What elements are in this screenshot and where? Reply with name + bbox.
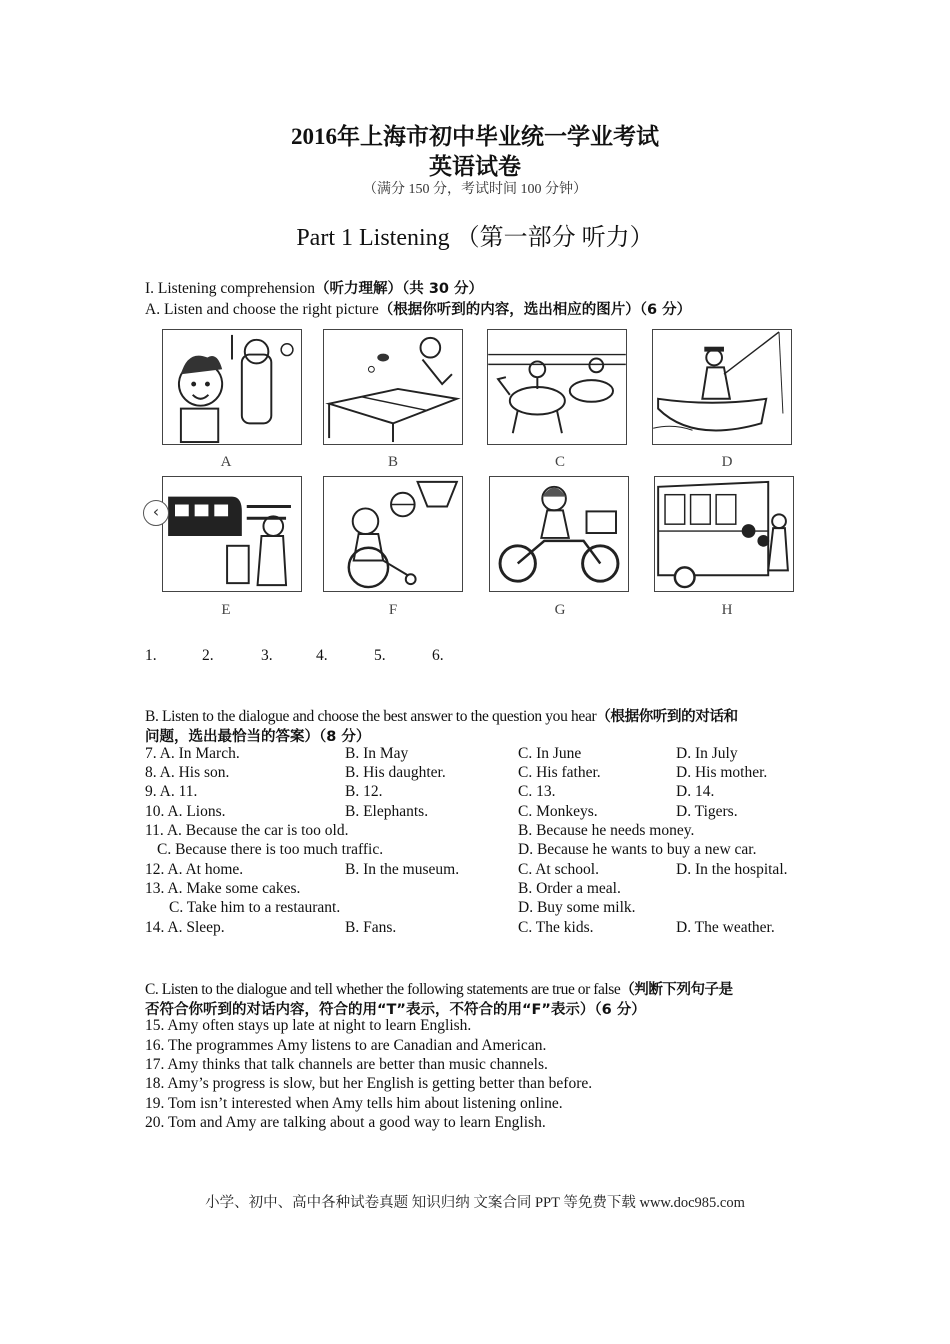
question-8-option-a: 8. A. His son. [145, 764, 230, 781]
table-tennis-picture [324, 330, 462, 444]
picture-h [654, 476, 794, 592]
section-i-heading [145, 277, 483, 298]
question-14-option-d: D. The weather. [676, 919, 775, 936]
boy-astronaut-picture [163, 330, 301, 444]
statement-16: 16. The programmes Amy listens to are Canadian and American. [145, 1037, 547, 1054]
picture-d-label: D [721, 454, 733, 470]
fishing-boat-picture [653, 330, 791, 444]
answer-number: 3. [261, 647, 273, 664]
question-12-option-a: 12. A. At home. [145, 861, 244, 878]
question-7-option-b: B. In May [345, 745, 409, 762]
bus-boarding-picture [655, 477, 793, 591]
horse-riding-picture [488, 330, 626, 444]
question-11-option-c: C. Because there is too much traffic. [157, 841, 384, 858]
question-8-option-c: C. His father. [518, 764, 601, 781]
question-9-option-a: 9. A. 11. [145, 783, 198, 800]
answer-number: 1. [145, 647, 157, 664]
picture-e [162, 476, 302, 592]
picture-h-label: H [721, 602, 733, 618]
picture-f-label: F [388, 602, 398, 618]
exam-subject: 英语试卷 [429, 154, 521, 179]
motorcycle-picture [490, 477, 628, 591]
question-10-option-b: B. Elephants. [345, 803, 429, 820]
question-11-option-b: B. Because he needs money. [518, 822, 695, 839]
page-footer: 小学、初中、高中各种试卷真题 知识归纳 文案合同 PPT 等免费下载 www.doc985.com [205, 1195, 745, 1211]
section-b-instruction [145, 705, 738, 726]
section-b-instruction-cont [145, 725, 370, 746]
question-10-option-d: D. Tigers. [676, 803, 738, 820]
answer-number: 6. [432, 647, 444, 664]
question-7-option-c: C. In June [518, 745, 582, 762]
train-travel-picture [163, 477, 301, 591]
answer-number: 5. [374, 647, 386, 664]
question-9-option-d: D. 14. [676, 783, 715, 800]
section-b-instruction-en: B. Listen to the dialogue and choose the best answer to the question you hear [145, 708, 597, 725]
section-i-heading-en: I. Listening comprehension [145, 280, 316, 297]
question-12-option-b: B. In the museum. [345, 861, 460, 878]
question-10-option-c: C. Monkeys. [518, 803, 598, 820]
exam-title: 2016年上海市初中毕业统一学业考试 [291, 124, 659, 149]
answer-number: 4. [316, 647, 328, 664]
question-13-option-b: B. Order a meal. [518, 880, 621, 897]
question-13-option-d: D. Buy some milk. [518, 899, 636, 916]
section-a-instruction-cn: （根据你听到的内容，选出相应的图片）（6 分） [378, 302, 692, 318]
picture-c [487, 329, 627, 445]
question-14-option-a: 14. A. Sleep. [145, 919, 225, 936]
section-c-instruction-cn: （判断下列句子是 [620, 982, 733, 998]
section-a-instruction-en: A. Listen and choose the right picture [145, 301, 379, 318]
question-9-option-b: B. 12. [345, 783, 383, 800]
question-13-option-c: C. Take him to a restaurant. [169, 899, 341, 916]
question-11-option-a: 11. A. Because the car is too old. [145, 822, 349, 839]
statement-15: 15. Amy often stays up late at night to learn English. [145, 1017, 472, 1034]
question-9-option-c: C. 13. [518, 783, 556, 800]
picture-a [162, 329, 302, 445]
picture-a-label: A [220, 454, 232, 470]
picture-b [323, 329, 463, 445]
part-title: Part 1 Listening （第一部分 听力） [296, 225, 654, 251]
picture-d [652, 329, 792, 445]
picture-e-label: E [221, 602, 231, 618]
section-c-instruction-cn-2: 否符合你听到的对话内容，符合的用“T”表示，不符合的用“F”表示）（6 分） [145, 1002, 646, 1018]
section-i-heading-cn: （听力理解）（共 30 分） [315, 281, 484, 297]
question-14-option-c: C. The kids. [518, 919, 594, 936]
exam-subtitle: （满分 150 分，考试时间 100 分钟） [363, 182, 587, 197]
picture-g [489, 476, 629, 592]
answer-number: 2. [202, 647, 214, 664]
picture-f [323, 476, 463, 592]
question-11-option-d: D. Because he wants to buy a new car. [518, 841, 757, 858]
statement-18: 18. Amy’s progress is slow, but her English is getting better than before. [145, 1075, 593, 1092]
picture-c-label: C [554, 454, 565, 470]
question-14-option-b: B. Fans. [345, 919, 397, 936]
question-7-option-a: 7. A. In March. [145, 745, 240, 762]
section-c-instruction-cont [145, 998, 646, 1019]
section-b-instruction-cn-2: 问题，选出最恰当的答案）（8 分） [145, 729, 371, 745]
section-a-instruction [145, 298, 691, 319]
statement-19: 19. Tom isn’t interested when Amy tells him about listening online. [145, 1095, 563, 1112]
question-12-option-d: D. In the hospital. [676, 861, 788, 878]
question-13-option-a: 13. A. Make some cakes. [145, 880, 301, 897]
question-8-option-d: D. His mother. [676, 764, 768, 781]
question-10-option-a: 10. A. Lions. [145, 803, 226, 820]
statement-17: 17. Amy thinks that talk channels are better than music channels. [145, 1056, 548, 1073]
statement-20: 20. Tom and Amy are talking about a good way to learn English. [145, 1114, 546, 1131]
wheelchair-basketball-picture [324, 477, 462, 591]
picture-g-label: G [554, 602, 566, 618]
question-12-option-c: C. At school. [518, 861, 599, 878]
question-8-option-b: B. His daughter. [345, 764, 446, 781]
carousel-prev-arrow-icon[interactable]: ‹ [143, 500, 169, 526]
picture-b-label: B [387, 454, 398, 470]
section-b-instruction-cn: （根据你听到的对话和 [596, 709, 738, 725]
section-c-instruction [145, 978, 733, 999]
question-7-option-d: D. In July [676, 745, 738, 762]
section-c-instruction-en: C. Listen to the dialogue and tell whether the following statements are true or false [145, 981, 621, 998]
